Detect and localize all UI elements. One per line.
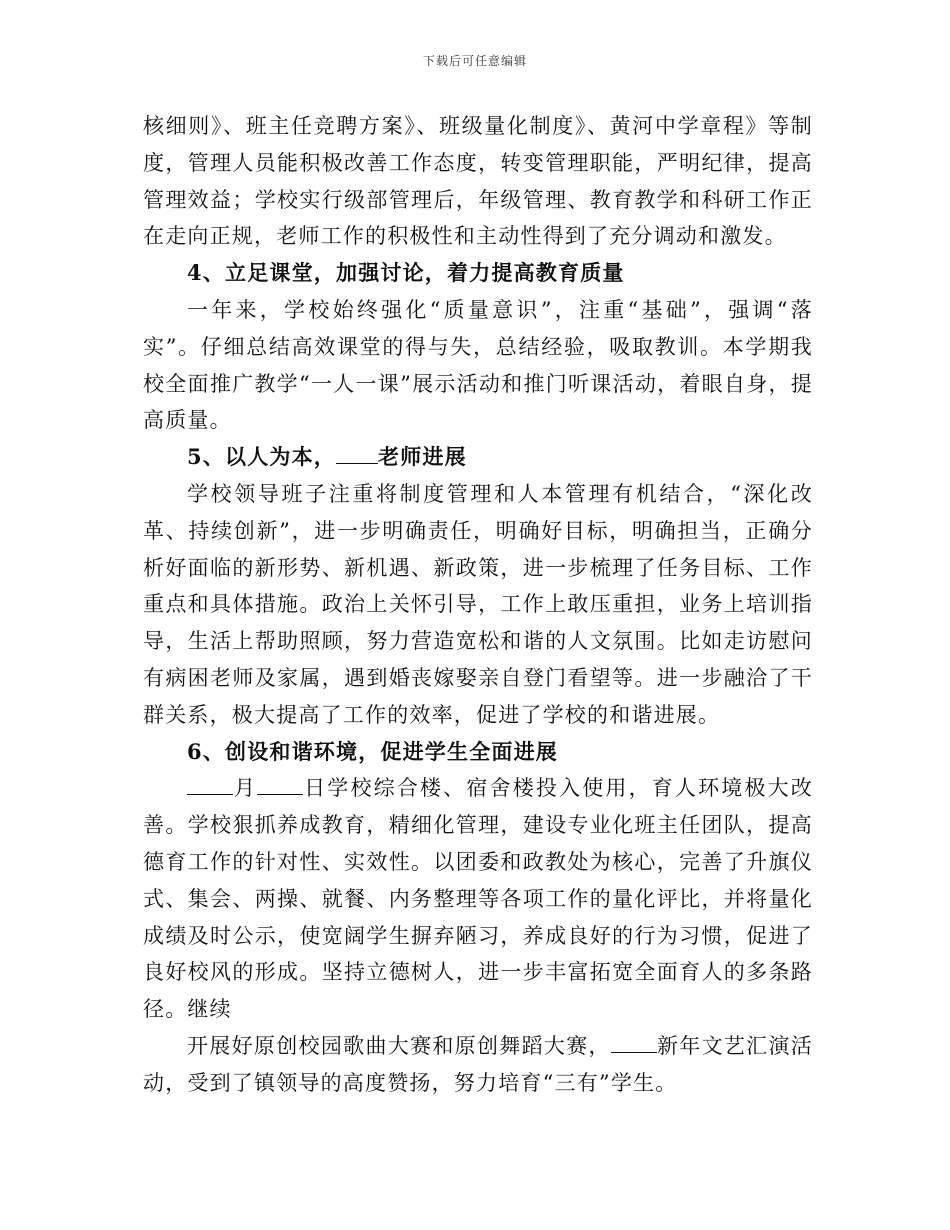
- paragraph-activities: [143, 1028, 813, 1102]
- paragraph-environment-text: 日学校综合楼、宿舍楼投入使用，育人环境极大改善。学校狠抓养成教育，精细化管理，建设专业化班主任团队，提高德育工作的针对性、实效性。以团委和政教处为核心，完善了升旗仪式、集会、两操、就餐、内务整理等各项工作的量化评比，并将量化成绩及时公示，使宽阔学生摒弃陋习，养成良好的行为习惯，促进了良好校风的形成。坚持立德树人，进一步丰富拓宽全面育人的多条路径。继续: [143, 776, 813, 1022]
- heading-environment: 6、创设和谐环境，促进学生全面进展: [187, 738, 559, 764]
- heading-classroom-quality: 4、立足课堂，加强讨论，着力提高教育质量: [187, 260, 625, 286]
- heading-people-oriented: [143, 439, 813, 476]
- page-header: 下载后可任意编辑: [422, 54, 527, 68]
- heading-people-oriented-suffix: 老师进展: [378, 444, 467, 470]
- paragraph-classroom-quality: 一年来，学校始终强化“质量意识”，注重“基础”，强调“落实”。仔细总结高效课堂的得与失，总结经验，吸取教训。本学期我校全面推广教学“一人一课”展示活动和推门听课活动，着眼自身，提高质量。: [143, 297, 813, 433]
- paragraph-environment: [143, 770, 813, 1028]
- paragraph-policies: 核细则》、班主任竞聘方案》、班级量化制度》、黄河中学章程》等制度，管理人员能积极改善工作态度，转变管理职能，严明纪律，提高管理效益；学校实行级部管理后，年级管理、教育教学和科研工作正在走向正规，老师工作的积极性和主动性得到了充分调动和激发。: [143, 114, 813, 249]
- paragraph-environment-month: 月: [233, 776, 258, 801]
- blank-line: [187, 776, 233, 795]
- blank-line: [336, 445, 378, 464]
- paragraph-activities-suffix: 新年文艺汇演活动，受到了镇领导的高度赞扬，努力培育“三有”学生。: [143, 1033, 813, 1095]
- paragraph-activities-prefix: 开展好原创校园歌曲大赛和原创舞蹈大赛，: [187, 1033, 611, 1058]
- paragraph-people-oriented: 学校领导班子注重将制度管理和人本管理有机结合，“深化改革、持续创新”，进一步明确责任，明确好目标，明确担当，正确分析好面临的新形势、新机遇、新政策，进一步梳理了任务目标、工作重点和具体措施。政治上关怀引导，工作上敢压重担，业务上培训指导，生活上帮助照顾，努力营造宽松和谐的人文氛围。比如走访慰问有病困老师及家属，遇到婚丧嫁娶亲自登门看望等。进一步融洽了干群关系，极大提高了工作的效率，促进了学校的和谐进展。: [143, 481, 813, 727]
- document-body: [143, 108, 813, 1102]
- heading-people-oriented-prefix: 5、以人为本，: [187, 444, 337, 470]
- blank-line: [611, 1034, 657, 1053]
- blank-line: [257, 776, 303, 795]
